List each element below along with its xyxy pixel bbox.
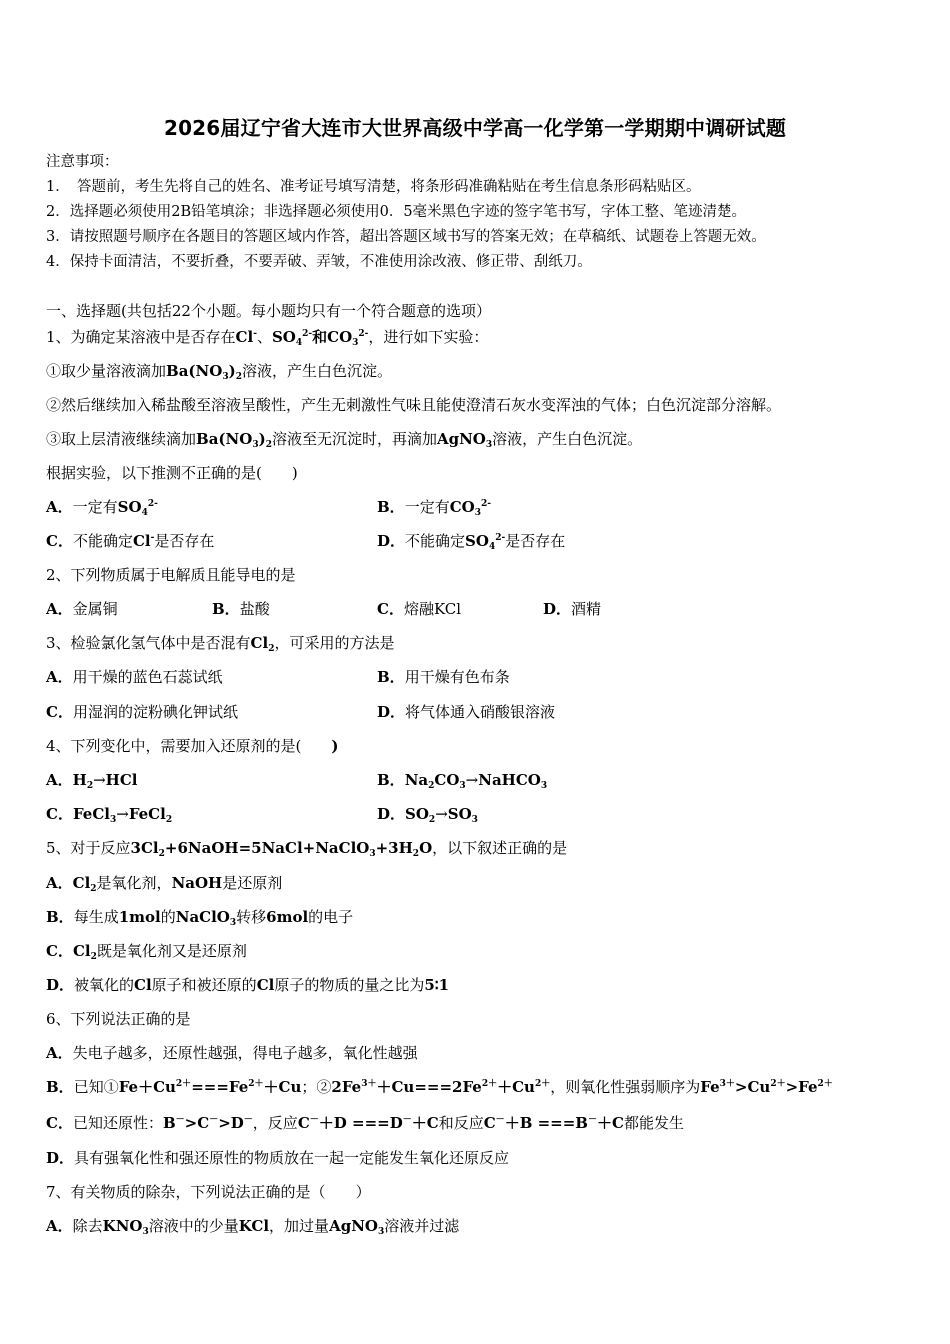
question-2-stem: 2、下列物质属于电解质且能导电的是	[46, 566, 296, 584]
page-title: 2026届辽宁省大连市大世界高级中学高一化学第一学期期中调研试题	[163, 116, 787, 140]
question-3-option-d[interactable]: D．将气体通入硝酸银溶液	[377, 703, 556, 721]
question-7-stem: 7、有关物质的除杂，下列说法正确的是（ ）	[46, 1183, 371, 1201]
question-2-option-d[interactable]: D．酒精	[543, 600, 602, 618]
question-1-option-c[interactable]: C．不能确定Cl-是否存在	[46, 532, 215, 550]
question-6-option-d[interactable]: D．具有强氧化性和强还原性的物质放在一起一定能发生氧化还原反应	[46, 1149, 510, 1167]
question-7-option-a[interactable]: A．除去$KNO_3$溶液中的少量KCl，加过量AgNO$_3$溶液并过滤	[46, 1217, 460, 1237]
question-1-step-3: ③取上层清液继续滴加$Ba(NO_3)_2$溶液至无沉淀时，再滴加AgNO$_3$溶液，产生白色沉淀。	[46, 430, 643, 450]
question-4-option-d[interactable]: D．$SO_2\to SO_3$	[377, 805, 478, 825]
question-1-option-d[interactable]: D．不能确定$SO_4^{2-}$是否存在	[377, 532, 566, 552]
question-3-option-b[interactable]: B．用干燥有色布条	[377, 668, 510, 686]
question-1-option-b[interactable]: B．一定有$CO_3^{2-}$	[377, 498, 491, 518]
question-1-ask: 根据实验，以下推测不正确的是( )	[46, 464, 298, 482]
question-1-step-1: ①取少量溶液滴加$Ba(NO_3)_2$溶液，产生白色沉淀。	[46, 362, 392, 382]
question-2-option-c[interactable]: C．熔融KCl	[377, 600, 462, 618]
question-4-option-b[interactable]: B．$Na_2CO_3\to NaHCO_3$	[377, 771, 548, 791]
question-3-option-c[interactable]: C．用湿润的淀粉碘化钾试纸	[46, 703, 238, 721]
question-6-option-c[interactable]: C．已知还原性：B－>C－>D－，反应C－＋D ===D－＋C和反应C－＋B ===B－＋C都能发生	[46, 1114, 684, 1132]
question-5-option-d[interactable]: D．被氧化的Cl原子和被还原的Cl原子的物质的量之比为5∶1	[46, 976, 450, 994]
question-5-stem: 5、对于反应$3Cl_2+6NaOH=5NaCl+NaClO_3+3H_2O$，以下叙述正确的是	[46, 839, 568, 859]
question-5-option-a[interactable]: A．$Cl_2$是氧化剂，NaOH是还原剂	[46, 874, 283, 894]
question-6-option-a[interactable]: A．失电子越多，还原性越强，得电子越多，氧化性越强	[46, 1044, 418, 1062]
question-6-option-b[interactable]: B．已知$①Fe+Cu^{2+}===Fe^{2+}+Cu$；$②2Fe^{3+}+Cu===2Fe^{2+}+Cu^{2+}$，则氧化性强弱顺序为$Fe^{3+}>Cu^{2+}>Fe^{2+}$	[46, 1078, 833, 1096]
question-1-step-2: ②然后继续加入稀盐酸至溶液呈酸性，产生无刺激性气味且能使澄清石灰水变浑浊的气体；白色沉淀部分溶解。	[46, 396, 782, 414]
question-3-stem: 3、检验氯化氢气体中是否混有$Cl_2$，可采用的方法是	[46, 634, 395, 654]
note-item-3: 3．请按照题号顺序在各题目的答题区域内作答，超出答题区域书写的答案无效；在草稿纸、试题卷上答题无效。	[46, 229, 766, 245]
question-1-stem: 1、为确定某溶液中是否存在Cl-、$SO_4^{2-}$和$CO_3^{2-}$，进行如下实验：	[46, 328, 489, 348]
question-4-option-a[interactable]: A．$H_2\to HCl$	[46, 771, 138, 791]
notes-heading: 注意事项：	[46, 154, 119, 170]
question-2-option-a[interactable]: A．金属铜	[46, 600, 118, 618]
question-5-option-b[interactable]: B．每生成1mol的NaClO$_3$转移6mol的电子	[46, 908, 354, 928]
section-heading: 一、选择题(共包括22个小题。每小题均只有一个符合题意的选项）	[46, 302, 491, 320]
question-4-option-c[interactable]: C．FeCl$_3$→FeCl$_2$	[46, 805, 173, 825]
question-1-option-a[interactable]: A．一定有$SO_4^{2-}$	[46, 498, 158, 518]
question-3-option-a[interactable]: A．用干燥的蓝色石蕊试纸	[46, 668, 223, 686]
question-5-option-c[interactable]: C．$Cl_2$既是氧化剂又是还原剂	[46, 942, 247, 962]
question-6-stem: 6、下列说法正确的是	[46, 1010, 191, 1028]
question-4-stem: 4、下列变化中，需要加入还原剂的是( )	[46, 737, 339, 755]
question-2-option-b[interactable]: B．盐酸	[212, 600, 270, 618]
note-item-4: 4．保持卡面清洁，不要折叠，不要弄破、弄皱，不准使用涂改液、修正带、刮纸刀。	[46, 254, 592, 270]
note-item-1: 1． 答题前，考生先将自己的姓名、准考证号填写清楚，将条形码准确粘贴在考生信息条形码粘贴区。	[46, 179, 701, 195]
note-item-2: 2．选择题必须使用2B铅笔填涂；非选择题必须使用0．5毫米黑色字迹的签字笔书写，字体工整、笔迹清楚。	[46, 204, 747, 220]
